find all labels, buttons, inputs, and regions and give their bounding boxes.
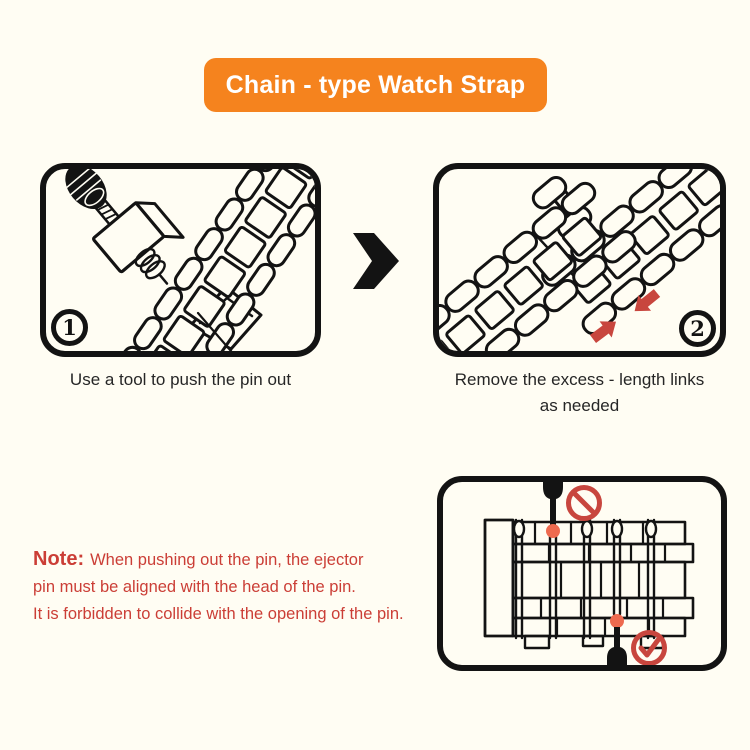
step1-caption: Use a tool to push the pin out (69, 370, 292, 389)
step2-number: 2 (690, 316, 705, 341)
step2-caption-line1: Remove the excess - length links (454, 370, 705, 389)
step2-caption-line2: as needed (539, 396, 620, 415)
page-title: Chain - type Watch Strap (225, 70, 526, 99)
step1-number-badge (51, 309, 88, 346)
contact-dot-top (546, 524, 560, 538)
contact-dot-bottom (610, 614, 624, 628)
step2-caption (433, 367, 726, 419)
note-line3: It is forbidden to collide with the opening of the pin. (33, 605, 404, 623)
alignment-diagram (437, 476, 727, 671)
note-block (33, 546, 463, 628)
note-line1: When pushing out the pin, the ejector (90, 551, 364, 569)
note-label: Note: (33, 548, 85, 570)
note-line2: pin must be aligned with the head of the pin. (33, 578, 356, 596)
alignment-diagram-panel (437, 476, 727, 671)
step1-number: 1 (62, 315, 77, 340)
step2-panel (433, 163, 726, 357)
title-banner (204, 58, 547, 112)
step1-panel (40, 163, 321, 357)
step2-number-badge (679, 310, 716, 347)
next-step-chevron-icon (353, 233, 399, 289)
